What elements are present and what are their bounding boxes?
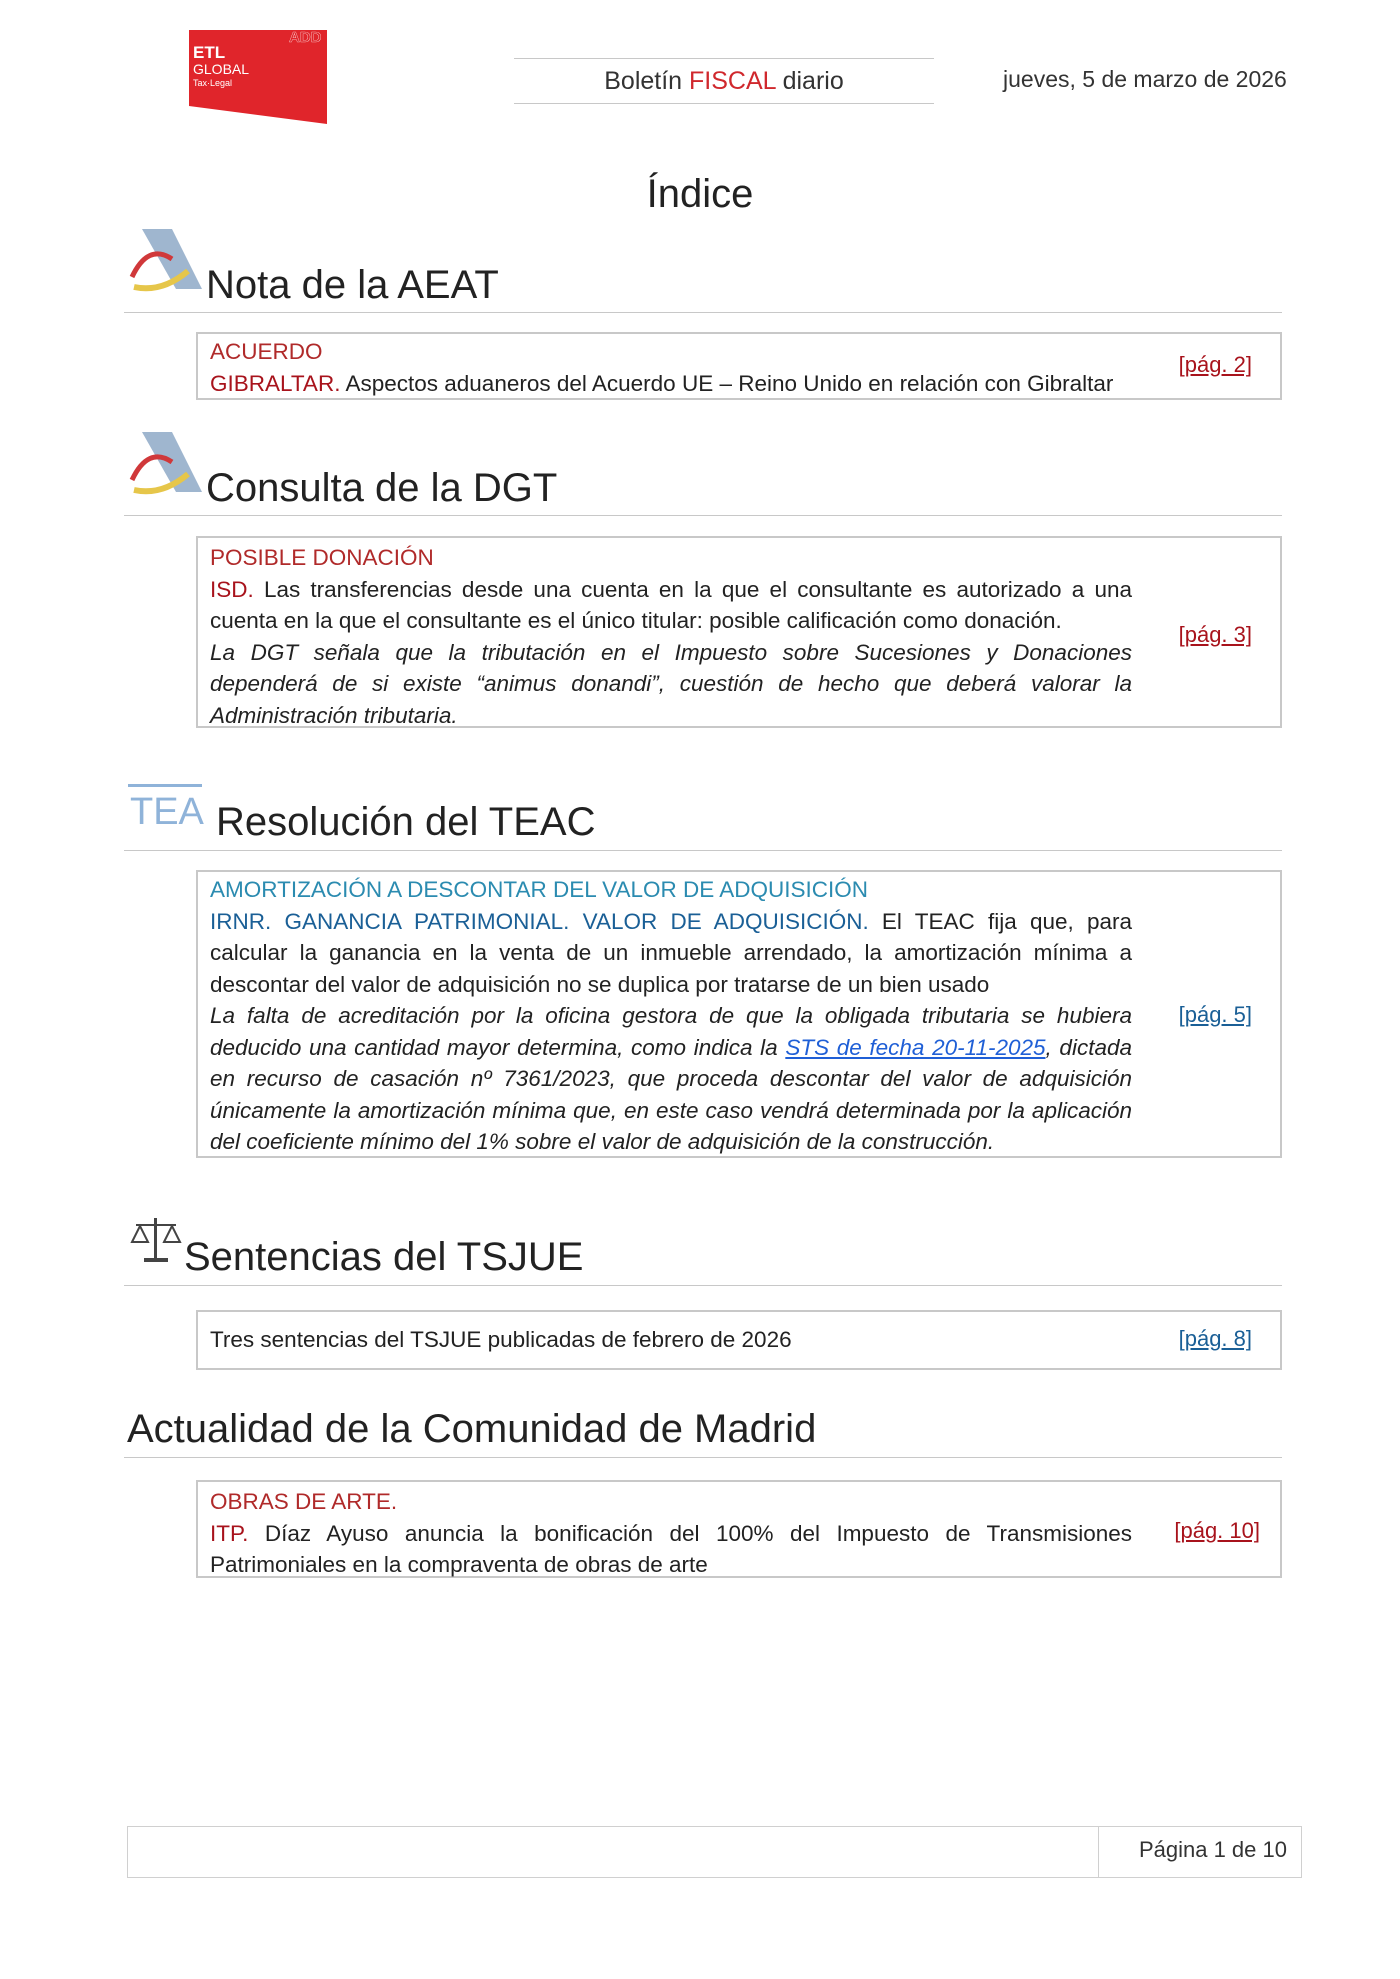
page-link[interactable]: [pág. 5] <box>1178 1002 1252 1027</box>
aeat-logo-icon <box>128 225 206 295</box>
section-divider <box>124 850 1282 851</box>
bulletin-title: Boletín FISCAL diario <box>514 58 934 104</box>
etl-global-logo <box>185 28 330 126</box>
scales-icon <box>130 1216 182 1264</box>
bulletin-highlight: FISCAL <box>689 67 776 95</box>
index-title: Índice <box>646 172 754 216</box>
sts-link[interactable]: STS de fecha 20-11-2025 <box>785 1034 1046 1060</box>
entry-text: Tres sentencias del TSJUE publicadas de febrero de 2026 <box>210 1327 792 1352</box>
page-link[interactable]: [pág. 10] <box>1174 1518 1260 1543</box>
section-divider <box>124 515 1282 516</box>
page-link[interactable]: [pág. 2] <box>1178 352 1252 377</box>
entry-category: AMORTIZACIÓN A DESCONTAR DEL VALOR DE ADQUISICIÓN <box>210 877 869 902</box>
section-title-aeat: Nota de la AEAT <box>206 263 499 307</box>
section-title-madrid: Actualidad de la Comunidad de Madrid <box>127 1407 817 1451</box>
logo-text-taxlegal: Tax·Legal <box>193 78 233 88</box>
entry-category: OBRAS DE ARTE. <box>210 1489 398 1514</box>
entry-box-madrid <box>196 1480 1282 1578</box>
entry-text: Díaz Ayuso anuncia la bonificación del 100% del Impuesto de Transmisiones Patrimoniales en la compraventa de obras de arte <box>210 1520 1132 1577</box>
section-divider <box>124 312 1282 313</box>
entry-text: El TEAC fija que, para calcular la ganancia en la venta de un inmueble arrendado, la amortización mínima a descontar del valor de adquisición no se duplica por tratarse de un bien usado <box>210 908 1132 997</box>
footer-divider <box>1098 1827 1099 1877</box>
page-number: Página 1 de 10 <box>1138 1837 1287 1862</box>
entry-summary: La falta de acreditación por la oficina gestora de que la obligada tributaria se hubiera deducido una cantidad mayor determina, como indica la STS de fecha 20-11-2025, dictada en recurso de casación nº 7361/2023, que proceda descontar del valor de adquisición únicamente la amortización mínima que, en este caso vendrá determinada por la aplicación del coeficiente mínimo del 1% sobre el valor de adquisición de la construcción. <box>210 1003 1132 1154</box>
entry-category: POSIBLE DONACIÓN <box>210 545 434 570</box>
section-divider <box>124 1285 1282 1286</box>
entry-keyword: ITP. <box>210 1520 249 1546</box>
entry-box-dgt <box>196 536 1282 728</box>
aeat-logo-icon <box>128 428 206 498</box>
entry-category: ACUERDO <box>210 339 323 364</box>
entry-keyword: IRNR. GANANCIA PATRIMONIAL. VALOR DE ADQUISICIÓN. <box>210 908 869 934</box>
page-link[interactable]: [pág. 3] <box>1178 622 1252 647</box>
entry-summary: La DGT señala que la tributación en el Impuesto sobre Sucesiones y Donaciones dependerá de si existe “animus donandi”, cuestión de hecho que deberá valorar la Administración tributaria. <box>210 639 1132 728</box>
section-title-dgt: Consulta de la DGT <box>206 466 558 510</box>
logo-text-global: GLOBAL <box>193 61 250 77</box>
page-footer <box>127 1826 1302 1878</box>
bulletin-date: jueves, 5 de marzo de 2026 <box>1003 66 1287 92</box>
section-title-tsjue: Sentencias del TSJUE <box>184 1235 584 1279</box>
entry-box-teac <box>196 870 1282 1158</box>
entry-box-aeat <box>196 332 1282 400</box>
tea-logo-icon <box>128 782 204 830</box>
section-title-teac: Resolución del TEAC <box>216 800 596 844</box>
logo-text-add: ADD <box>289 29 322 46</box>
entry-box-tsjue <box>196 1310 1282 1370</box>
logo-text-etl: ETL <box>193 43 226 62</box>
entry-keyword: ISD. <box>210 576 254 602</box>
entry-keyword: GIBRALTAR. <box>210 370 341 396</box>
entry-text: Las transferencias desde una cuenta en la que el consultante es autorizado a una cuenta en la que el consultante es el único titular: posible calificación como donación. <box>210 576 1132 633</box>
tea-logo-text: TEA <box>130 791 204 830</box>
entry-text: Aspectos aduaneros del Acuerdo UE – Reino Unido en relación con Gibraltar <box>340 370 1114 396</box>
page-link[interactable]: [pág. 8] <box>1178 1326 1252 1351</box>
section-divider <box>124 1457 1282 1458</box>
